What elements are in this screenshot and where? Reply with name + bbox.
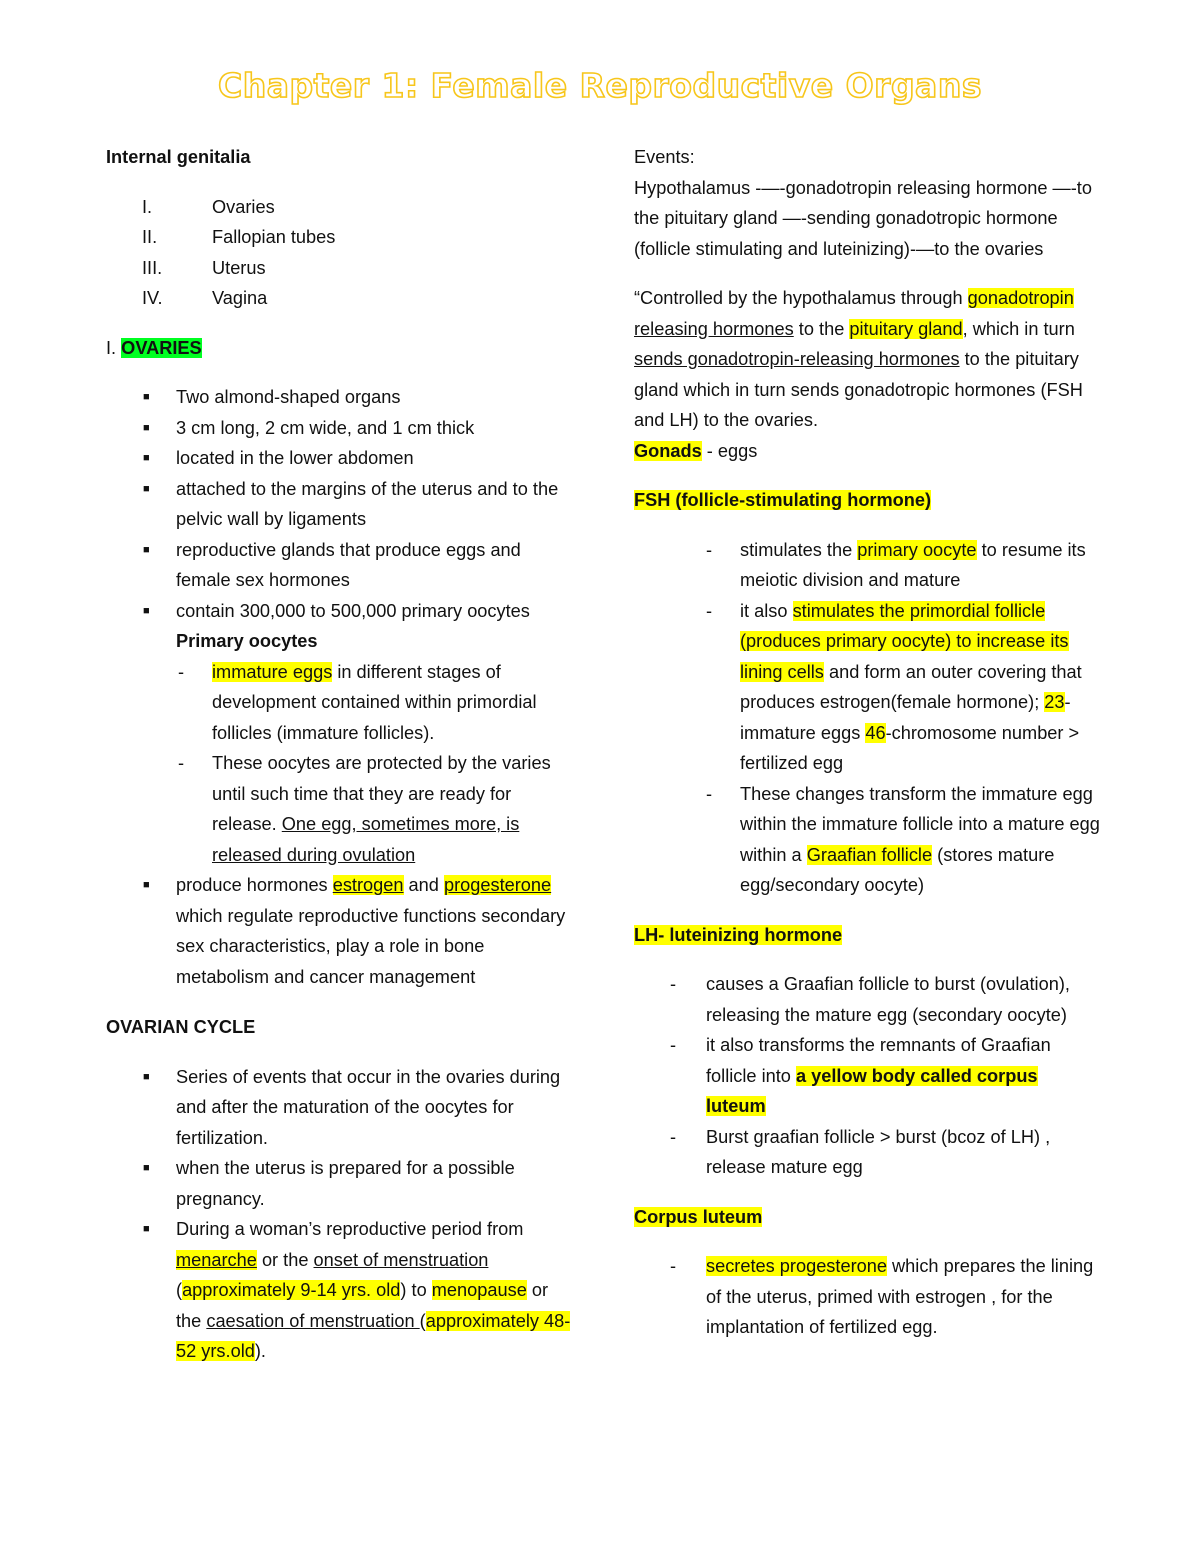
events-label: Events: — [634, 147, 695, 167]
list-item: ■ Two almond-shaped organs — [106, 382, 576, 413]
page-title: Chapter 1: Female Reproductive Organs — [218, 66, 982, 105]
square-bullet-icon: ■ — [143, 452, 150, 464]
list-item: ■ 3 cm long, 2 cm wide, and 1 cm thick — [106, 413, 576, 444]
list-item: - These oocytes are protected by the varies until such time that they are ready for release. One egg, sometimes more, is released during ovulation — [178, 753, 551, 865]
square-bullet-icon: ■ — [143, 421, 150, 434]
corpus-luteum-heading: Corpus luteum — [634, 1206, 763, 1227]
oocyte-details — [176, 657, 576, 871]
list-item: II. Fallopian tubes — [142, 227, 336, 247]
square-bullet-icon: ■ — [143, 1070, 150, 1083]
list-item: - stimulates the primary oocyte to resume its meiotic division and mature — [706, 539, 1086, 590]
fsh-heading: FSH (follicle-stimulating hormone) — [634, 490, 932, 510]
square-bullet-icon: ■ — [143, 391, 150, 403]
internal-genitalia-heading: Internal genitalia — [106, 147, 251, 167]
list-item: - immature eggs in different stages of development contained within primordial follicles (immature follicles). — [178, 661, 537, 743]
list-item: ■ produce hormones estrogen and progesterone which regulate reproductive functions secondary sex characteristics, play a role in bone metabolism and cancer management — [106, 870, 576, 992]
left-column — [106, 142, 576, 1367]
list-item: ■ attached to the margins of the uterus and to the pelvic wall by ligaments — [106, 474, 576, 535]
list-item: - These changes transform the immature egg within the immature follicle into a mature egg within a Graafian follicle (stores mature egg/secondary oocyte) — [706, 783, 1100, 895]
list-item: - secretes progesterone which prepares the lining of the uterus, primed with estrogen , for the implantation of fertilized egg. — [670, 1256, 1094, 1337]
list-item: - Burst graafian follicle > burst (bcoz of LH) , release mature egg — [670, 1126, 1051, 1177]
list-item: ■ Series of events that occur in the ovaries during and after the maturation of the oocytes for fertilization. — [106, 1062, 576, 1154]
corpus-luteum-list — [634, 1251, 1100, 1343]
list-item: III. Uterus — [142, 257, 266, 278]
list-item: IV. Vagina — [142, 288, 268, 308]
square-bullet-icon: ■ — [143, 543, 150, 556]
list-item: ■ when the uterus is prepared for a possible pregnancy. — [106, 1153, 576, 1214]
lh-heading: LH- luteinizing hormone — [634, 924, 843, 945]
ovarian-cycle-bullets — [106, 1062, 576, 1367]
list-item: I. Ovaries — [142, 196, 275, 217]
ovaries-heading: I. OVARIES — [106, 337, 202, 358]
square-bullet-icon: ■ — [143, 1223, 150, 1235]
hypothalamus-quote: “Controlled by the hypothalamus through gonadotropin releasing hormones to the pituitary gland, which in turn sends gonadotropin-releasing hormones to the pituitary gland which in turn sends gonadotropic hormones (FSH and LH) to the ovaries. Gonads - eggs — [634, 288, 1083, 461]
list-item: ■ reproductive glands that produce eggs and female sex hormones — [106, 535, 576, 596]
square-bullet-icon: ■ — [143, 604, 150, 617]
list-item: - it also stimulates the primordial follicle (produces primary oocyte) to increase its lining cells and form an outer covering that produces estrogen(female hormone); 23-immature eggs 46-chromosome number > fertilized egg — [706, 600, 1082, 773]
primary-oocytes-label: Primary oocytes — [176, 631, 318, 651]
square-bullet-icon: ■ — [143, 879, 150, 891]
organ-list — [106, 192, 576, 314]
square-bullet-icon: ■ — [143, 1162, 150, 1174]
square-bullet-icon: ■ — [143, 482, 150, 495]
fsh-list — [634, 535, 1100, 901]
list-item: - causes a Graafian follicle to burst (ovulation), releasing the mature egg (secondary oocyte) — [670, 974, 1070, 1025]
right-column — [634, 142, 1100, 1343]
ovarian-cycle-heading: OVARIAN CYCLE — [106, 1017, 256, 1037]
list-item: ■ contain 300,000 to 500,000 primary oocytes Primary oocytes - immature eggs in different stages of development contained within primordial follicles (immature follicles). - These oocytes are protected by the varies until such time that they are ready for release. One egg, sometimes more, is released during ovulation — [106, 596, 576, 871]
list-item: - it also transforms the remnants of Graafian follicle into a yellow body called corpus luteum — [670, 1035, 1051, 1116]
list-item: ■ During a woman’s reproductive period from menarche or the onset of menstruation (approximately 9-14 yrs. old) to menopause or the caesation of menstruation (approximately 48-52 yrs.old). — [106, 1214, 576, 1367]
list-item: ■ located in the lower abdomen — [106, 443, 576, 474]
ovaries-bullets — [106, 382, 576, 992]
events-text: Hypothalamus -—-gonadotropin releasing hormone —-to the pituitary gland —-sending gonadotropic hormone (follicle stimulating and luteinizing)-—to the ovaries — [634, 177, 1092, 259]
lh-list — [634, 969, 1100, 1183]
